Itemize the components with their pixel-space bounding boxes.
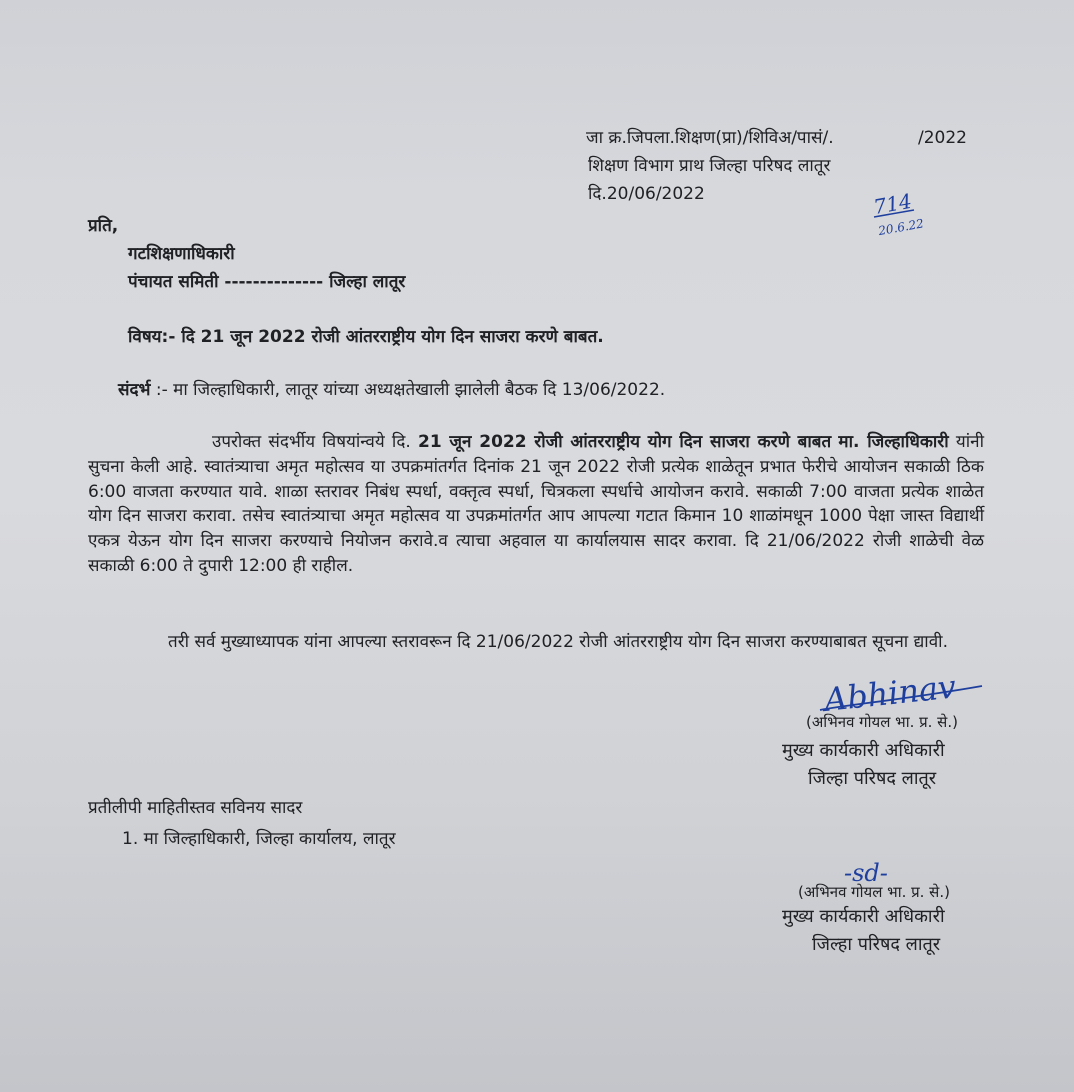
addressee-office: पंचायत समिती -------------- जिल्हा लातूर <box>128 272 406 292</box>
reference-number-text: जा क्र.जिपला.शिक्षण(प्रा)/शिविअ/पासं/. <box>586 128 834 148</box>
reference-text: :- मा जिल्हाधिकारी, लातूर यांच्या अध्यक्षतेखाली झालेली बैठक दि 13/06/2022. <box>155 380 666 400</box>
inward-note-handwriting <box>868 186 964 238</box>
signatory-2-name: (अभिनव गोयल भा. प्र. से.) <box>798 883 950 901</box>
signatory-office: जिल्हा परिषद लातूर <box>808 768 937 789</box>
subject-label: विषय:- <box>128 327 176 347</box>
signatory-name: (अभिनव गोयल भा. प्र. से.) <box>806 713 958 731</box>
reference-number <box>586 127 834 149</box>
addressee-to: प्रति, <box>88 216 119 236</box>
paragraph-1-emphasis-collector: मा. जिल्हाधिकारी <box>838 432 949 452</box>
sd-mark: -sd- <box>844 859 888 887</box>
office-name: शिक्षण विभाग प्राथ जिल्हा परिषद लातूर <box>588 156 831 176</box>
reference-year: /2022 <box>918 128 967 148</box>
inward-number: 714 <box>871 188 914 220</box>
signatory-2-office: जिल्हा परिषद लातूर <box>812 934 941 955</box>
copy-item-1: 1. मा जिल्हाधिकारी, जिल्हा कार्यालय, लातूर <box>122 829 396 849</box>
letter-date: दि.20/06/2022 <box>588 184 705 204</box>
subject-line <box>128 326 604 348</box>
inward-date: 20.6.22 <box>877 216 925 238</box>
signatory-designation: मुख्य कार्यकारी अधिकारी <box>782 740 945 761</box>
paragraph-1-text: यांनी सुचना केली आहे. स्वातंत्र्याचा अमृत महोत्सव या उपक्रमांतर्गत दिनांक 21 जून 2022 रोजी प्रत्येक शाळेतून प्रभात फेरीचे आयोजन सकाळी ठिक 6:00 वाजता करण्यात यावे. शाळा स्तरावर निबंध स्पर्धा, वक्तृत्व स्पर्धा, चित्रकला स्पर्धाचे आयोजन करावे. सकाळी 7:00 वाजता प्रत्येक शाळेत योग दिन साजरा करावा. तसेच स्वातंत्र्याचा अमृत महोत्सव या उपक्रमांतर्गत आप आपल्या गटात किमान 10 शाळांमधून 1000 पेक्षा जास्त विद्यार्थी एकत्र येऊन योग दिन साजरा करण्याचे नियोजन करावे.व त्याचा अहवाल या कार्यालयास सादर करावा. दि 21/06/2022 रोजी शाळेची वेळ सकाळी 6:00 ते दुपारी 12:00 ही राहील. <box>88 432 984 576</box>
signatory-2-designation: मुख्य कार्यकारी अधिकारी <box>782 906 945 927</box>
body-paragraph-2: तरी सर्व मुख्याध्यापक यांना आपल्या स्तरावरून दि 21/06/2022 रोजी आंतरराष्ट्रीय योग दिन साजरा करण्याबाबत सूचना द्यावी. <box>168 632 948 652</box>
addressee-designation: गटशिक्षणाधिकारी <box>128 244 235 264</box>
signature-scrawl: Abhinav <box>822 667 958 720</box>
copy-heading: प्रतीलीपी माहितीस्तव सविनय सादर <box>88 798 303 818</box>
subject-text: दि 21 जून 2022 रोजी आंतरराष्ट्रीय योग दिन साजरा करणे बाबत. <box>181 327 604 347</box>
body-paragraph-1 <box>88 430 984 579</box>
reference-label: संदर्भ <box>118 380 151 400</box>
reference-line <box>118 379 665 401</box>
paragraph-1-emphasis-topic: 21 जून 2022 रोजी आंतरराष्ट्रीय योग दिन साजरा करणे बाबत <box>418 432 832 452</box>
paragraph-1-intro: उपरोक्त संदर्भीय विषयांन्वये दि. <box>212 432 411 452</box>
